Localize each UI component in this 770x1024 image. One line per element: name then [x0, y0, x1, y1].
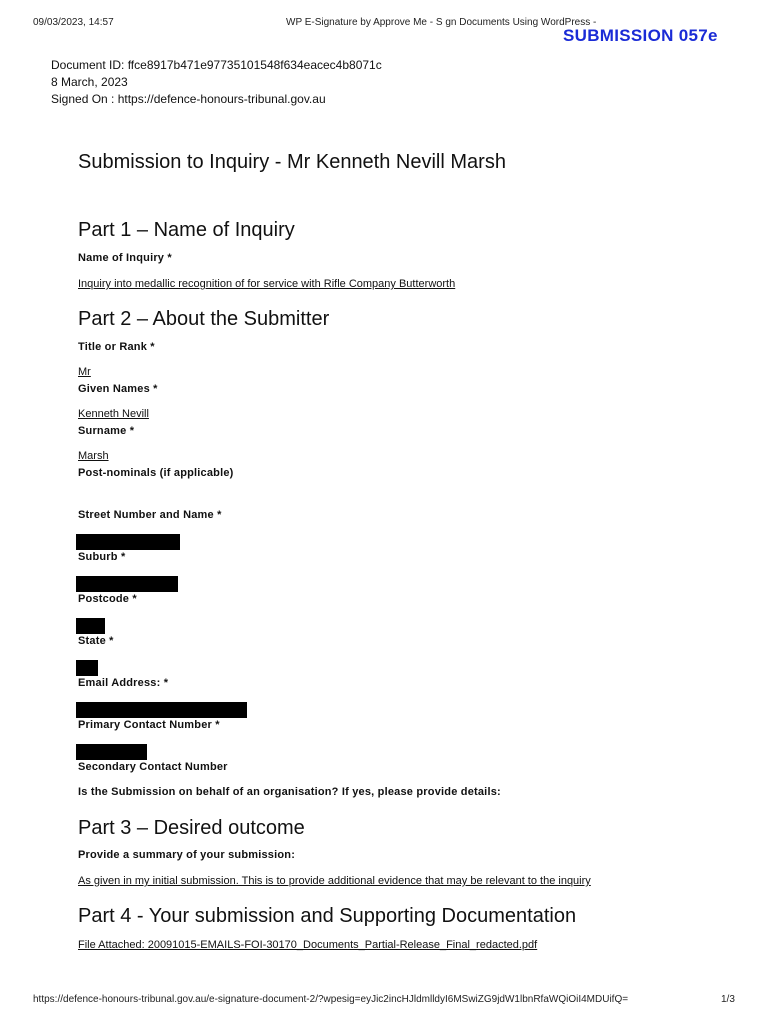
- part2-heading: Part 2 – About the Submitter: [78, 308, 330, 330]
- signed-on: Signed On : https://defence-honours-tribunal.gov.au: [51, 92, 326, 106]
- given-names-value[interactable]: Kenneth Nevill: [78, 408, 149, 420]
- document-id: Document ID: ffce8917b471e97735101548f634eacec4b8071c: [51, 58, 382, 72]
- state-redaction: [76, 660, 98, 676]
- document-title: Submission to Inquiry - Mr Kenneth Nevill Marsh: [78, 151, 506, 173]
- postcode-label: Postcode *: [78, 593, 137, 605]
- submission-stamp: SUBMISSION 057e: [563, 26, 718, 45]
- street-label: Street Number and Name *: [78, 509, 222, 521]
- primary-contact-redaction: [76, 744, 147, 760]
- title-rank-value[interactable]: Mr: [78, 366, 91, 378]
- part3-heading: Part 3 – Desired outcome: [78, 817, 305, 839]
- name-of-inquiry-label: Name of Inquiry *: [78, 252, 172, 264]
- name-of-inquiry-value[interactable]: Inquiry into medallic recognition of for service with Rifle Company Butterworth: [78, 278, 456, 290]
- part1-heading: Part 1 – Name of Inquiry: [78, 219, 295, 241]
- postcode-redaction: [76, 618, 105, 634]
- postnominals-label: Post-nominals (if applicable): [78, 467, 234, 479]
- email-redaction: [76, 702, 247, 718]
- state-label: State *: [78, 635, 114, 647]
- secondary-contact-label: Secondary Contact Number: [78, 761, 228, 773]
- organisation-label: Is the Submission on behalf of an organisation? If yes, please provide details:: [78, 786, 501, 798]
- street-redaction: [76, 534, 180, 550]
- print-page-title: WP E-Signature by Approve Me - S gn Documents Using WordPress -: [286, 17, 597, 28]
- summary-value[interactable]: As given in my initial submission. This is to provide additional evidence that may be relevant to the inquiry: [78, 875, 591, 887]
- print-timestamp: 09/03/2023, 14:57: [33, 17, 114, 28]
- print-footer-url: https://defence-honours-tribunal.gov.au/e-signature-document-2/?wpesig=eyJic2incHJldmlldyI6MSwiZG9jdW1lbnRfaWQiOiI4MDUifQ=: [33, 994, 629, 1005]
- document-date: 8 March, 2023: [51, 75, 128, 89]
- primary-contact-label: Primary Contact Number *: [78, 719, 220, 731]
- given-names-label: Given Names *: [78, 383, 158, 395]
- surname-value[interactable]: Marsh: [78, 450, 109, 462]
- summary-label: Provide a summary of your submission:: [78, 849, 296, 861]
- print-page-number: 1/3: [721, 994, 735, 1005]
- email-label: Email Address: *: [78, 677, 169, 689]
- attached-file-link[interactable]: File Attached: 20091015-EMAILS-FOI-30170_Documents_Partial-Release_Final_redacted.pdf: [78, 939, 538, 951]
- surname-label: Surname *: [78, 425, 135, 437]
- suburb-redaction: [76, 576, 178, 592]
- part4-heading: Part 4 - Your submission and Supporting Documentation: [78, 905, 577, 927]
- suburb-label: Suburb *: [78, 551, 126, 563]
- title-rank-label: Title or Rank *: [78, 341, 155, 353]
